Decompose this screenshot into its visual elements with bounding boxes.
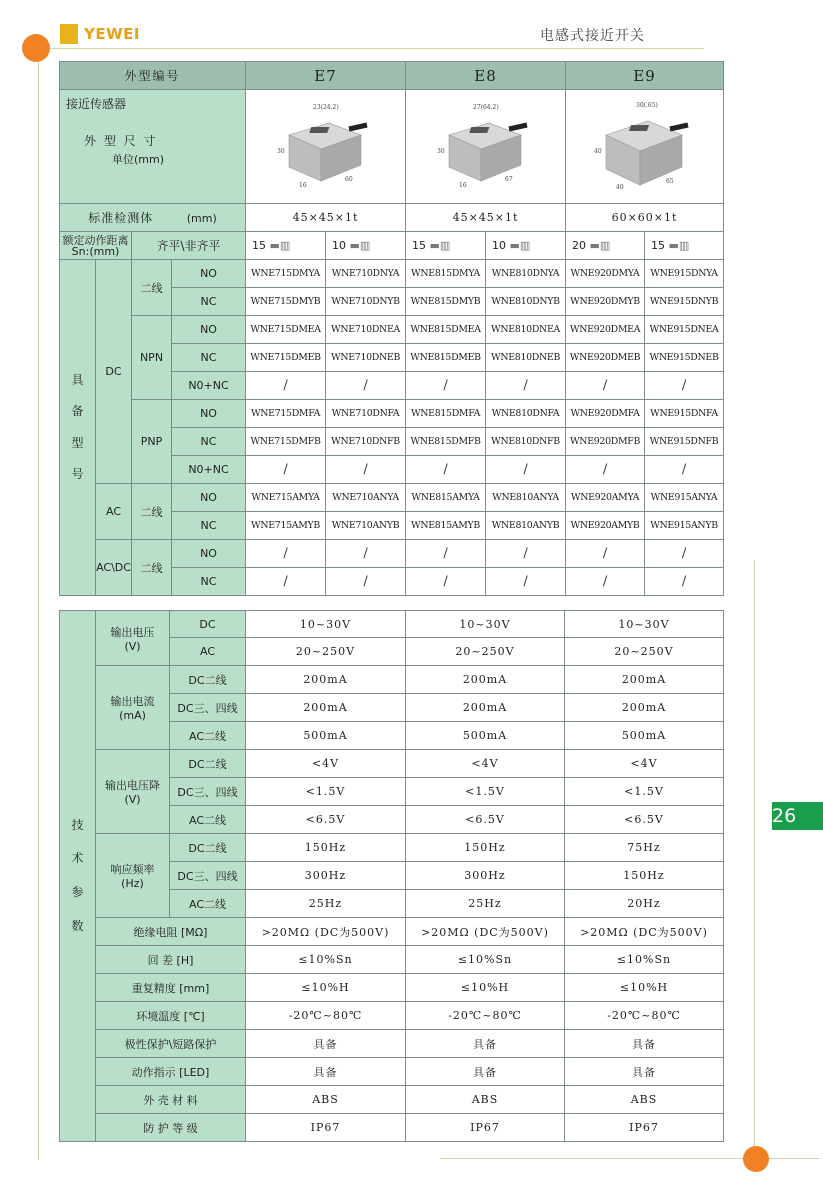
sensor-label-cell [60, 90, 246, 204]
dim-right: 67 [504, 175, 513, 183]
sn-unit: Sn:(mm) [71, 244, 120, 258]
target-label: 标准检测体 [88, 211, 154, 225]
model-cell: WNE815AMYA [406, 484, 486, 512]
output-voltage-label-cell [96, 611, 170, 666]
output-nc: NC [172, 344, 246, 372]
value-cell: 具备 [565, 1030, 724, 1058]
output-nc: NC [172, 568, 246, 596]
na-cell: / [486, 540, 566, 568]
sensor-drawing-icon [271, 95, 381, 195]
value-cell: 500mA [246, 722, 406, 750]
insulation-label: 绝缘电阻 [MΩ] [96, 918, 246, 946]
brand-logo: YEWEI [84, 25, 140, 43]
na-cell: / [645, 540, 724, 568]
right-margin-rule [754, 560, 755, 1160]
model-cell: WNE815DMYA [406, 260, 486, 288]
value-cell: >20MΩ (DC为500V) [565, 918, 724, 946]
group-ac: AC [96, 484, 132, 540]
na-cell: / [326, 456, 406, 484]
spec-table [59, 610, 724, 1142]
model-cell: WNE815DMYB [406, 288, 486, 316]
output-voltage-unit: (V) [124, 639, 141, 653]
na-cell: / [326, 568, 406, 596]
na-cell: / [645, 372, 724, 400]
value-cell: ≤10%Sn [406, 946, 565, 974]
value-cell: 200mA [246, 694, 406, 722]
output-nc: NC [172, 512, 246, 540]
value-cell: 10~30V [246, 611, 406, 638]
na-cell: / [406, 540, 486, 568]
value-cell: 具备 [246, 1058, 406, 1086]
target-label-cell [60, 204, 246, 232]
model-cell: WNE715AMYB [246, 512, 326, 540]
na-cell: / [246, 568, 326, 596]
model-cell: WNE815AMYB [406, 512, 486, 540]
sub-label: DC二线 [170, 834, 246, 862]
model-cell: WNE915DNEB [645, 344, 724, 372]
orange-dot-bottom [743, 1146, 769, 1172]
value-cell: 200mA [406, 694, 565, 722]
types-label: 具 备 型 号 [60, 260, 96, 596]
dimension-label: 外 型 尺 寸 [84, 134, 158, 148]
hysteresis-label: 回 差 [H] [96, 946, 246, 974]
model-cell: WNE810DNEA [486, 316, 566, 344]
sn-value: 10 ▬▥ [486, 232, 566, 260]
value-cell: -20℃~80℃ [246, 1002, 406, 1030]
sn-value: 10 ▬▥ [326, 232, 406, 260]
flush-label: 齐平\非齐平 [132, 232, 246, 260]
na-cell: / [246, 540, 326, 568]
na-cell: / [406, 456, 486, 484]
sub-label: DC二线 [170, 666, 246, 694]
model-e9: E9 [566, 62, 724, 90]
na-cell: / [566, 540, 645, 568]
model-cell: WNE810ANYA [486, 484, 566, 512]
dim-bottom: 40 [615, 183, 624, 191]
model-e8: E8 [406, 62, 566, 90]
value-cell: ≤10%H [246, 974, 406, 1002]
value-cell: <6.5V [246, 806, 406, 834]
target-unit: (mm) [186, 212, 217, 225]
frequency-label-cell [96, 834, 170, 918]
value-cell: 25Hz [246, 890, 406, 918]
model-e7: E7 [246, 62, 406, 90]
value-cell: <4V [246, 750, 406, 778]
output-current-label-cell [96, 666, 170, 750]
value-cell: <4V [406, 750, 565, 778]
page-number-tab: 26 [772, 802, 823, 830]
value-cell: 具备 [565, 1058, 724, 1086]
sn-label: 额定动作距离 [62, 233, 129, 247]
model-cell: WNE810DNYA [486, 260, 566, 288]
group-two-wire: 二线 [132, 540, 172, 596]
value-cell: 20~250V [246, 638, 406, 666]
header-rule [44, 48, 704, 49]
voltage-drop-unit: (V) [124, 793, 141, 806]
value-cell: <1.5V [565, 778, 724, 806]
ac-label: AC [170, 638, 246, 666]
dim-left: 30 [436, 147, 445, 155]
value-cell: 10~30V [565, 611, 724, 638]
value-cell: ≤10%H [406, 974, 565, 1002]
model-cell: WNE715DMYB [246, 288, 326, 316]
value-cell: 25Hz [406, 890, 565, 918]
value-cell: ABS [565, 1086, 724, 1114]
sn-value: 15 ▬▥ [246, 232, 326, 260]
output-nonc: N0+NC [172, 372, 246, 400]
tech-label: 技 术 参 数 [60, 611, 96, 1142]
housing-label: 外 壳 材 料 [96, 1086, 246, 1114]
value-cell: 10~30V [406, 611, 565, 638]
value-cell: 200mA [406, 666, 565, 694]
value-cell: 200mA [565, 694, 724, 722]
sensor-image-e8 [406, 90, 566, 204]
sn-value: 15 ▬▥ [645, 232, 724, 260]
model-cell: WNE915DNFA [645, 400, 724, 428]
model-cell: WNE715DMEB [246, 344, 326, 372]
group-npn: NPN [132, 316, 172, 400]
dim-left: 30 [276, 147, 285, 155]
na-cell: / [406, 372, 486, 400]
model-cell: WNE810ANYB [486, 512, 566, 540]
value-cell: ABS [406, 1086, 565, 1114]
output-no: NO [172, 484, 246, 512]
output-voltage-label: 输出电压 [110, 625, 155, 639]
na-cell: / [566, 456, 645, 484]
value-cell: 500mA [565, 722, 724, 750]
group-two-wire: 二线 [132, 260, 172, 316]
value-cell: >20MΩ (DC为500V) [246, 918, 406, 946]
value-cell: 150Hz [406, 834, 565, 862]
output-no: NO [172, 316, 246, 344]
model-cell: WNE915DNEA [645, 316, 724, 344]
dim-top: 30(.65) [635, 101, 658, 109]
dc-label: DC [170, 611, 246, 638]
model-cell: WNE810DNFA [486, 400, 566, 428]
value-cell: IP67 [246, 1114, 406, 1142]
output-nonc: N0+NC [172, 456, 246, 484]
na-cell: / [486, 456, 566, 484]
model-cell: WNE920AMYB [566, 512, 645, 540]
value-cell: 200mA [246, 666, 406, 694]
model-cell: WNE920AMYA [566, 484, 645, 512]
model-cell: WNE710ANYA [326, 484, 406, 512]
model-cell: WNE710ANYB [326, 512, 406, 540]
output-nc: NC [172, 428, 246, 456]
value-cell: 75Hz [565, 834, 724, 862]
sub-label: DC三、四线 [170, 862, 246, 890]
model-cell: WNE710DNFB [326, 428, 406, 456]
value-cell: 具备 [406, 1030, 565, 1058]
output-no: NO [172, 540, 246, 568]
frequency-unit: (Hz) [121, 877, 144, 890]
value-cell: 150Hz [246, 834, 406, 862]
value-cell: 具备 [246, 1030, 406, 1058]
output-current-unit: (mA) [119, 709, 146, 722]
sensor-image-e9 [566, 90, 724, 204]
orange-dot-top [22, 34, 50, 62]
model-table [59, 61, 724, 596]
value-cell: <1.5V [246, 778, 406, 806]
model-cell: WNE715DMFB [246, 428, 326, 456]
dimension-unit: 单位(mm) [112, 153, 165, 166]
model-cell: WNE810DNEB [486, 344, 566, 372]
model-cell: WNE715DMEA [246, 316, 326, 344]
model-cell: WNE915ANYB [645, 512, 724, 540]
model-cell: WNE710DNFA [326, 400, 406, 428]
model-cell: WNE815DMFB [406, 428, 486, 456]
voltage-drop-label-cell [96, 750, 170, 834]
voltage-drop-label: 输出电压降 [105, 779, 160, 792]
logo-mark [60, 24, 78, 44]
model-cell: WNE920DMYB [566, 288, 645, 316]
model-cell: WNE710DNEA [326, 316, 406, 344]
sub-label: DC三、四线 [170, 778, 246, 806]
sn-value: 20 ▬▥ [566, 232, 645, 260]
value-cell: ≤10%Sn [565, 946, 724, 974]
left-margin-rule [38, 60, 39, 1160]
value-cell: -20℃~80℃ [565, 1002, 724, 1030]
sn-label-cell [60, 232, 132, 260]
model-cell: WNE710DNYA [326, 260, 406, 288]
dim-bottom: 16 [458, 181, 467, 189]
dim-bottom: 16 [298, 181, 307, 189]
na-cell: / [566, 568, 645, 596]
model-cell: WNE810DNYB [486, 288, 566, 316]
na-cell: / [246, 456, 326, 484]
target-e9: 60×60×1t [566, 204, 724, 232]
group-two-wire: 二线 [132, 484, 172, 540]
dim-left: 40 [593, 147, 602, 155]
sub-label: AC二线 [170, 890, 246, 918]
na-cell: / [246, 372, 326, 400]
model-cell: WNE915ANYA [645, 484, 724, 512]
na-cell: / [645, 456, 724, 484]
value-cell: 300Hz [406, 862, 565, 890]
model-cell: WNE920DMFA [566, 400, 645, 428]
sub-label: DC三、四线 [170, 694, 246, 722]
value-cell: -20℃~80℃ [406, 1002, 565, 1030]
value-cell: 20Hz [565, 890, 724, 918]
model-cell: WNE915DNFB [645, 428, 724, 456]
output-no: NO [172, 400, 246, 428]
output-current-label: 输出电流 [110, 695, 155, 708]
na-cell: / [566, 372, 645, 400]
protection-label: 极性保护\短路保护 [96, 1030, 246, 1058]
target-e7: 45×45×1t [246, 204, 406, 232]
value-cell: 20~250V [565, 638, 724, 666]
dim-top: 27(64.2) [472, 103, 499, 111]
dim-right: 60 [344, 175, 353, 183]
sub-label: DC二线 [170, 750, 246, 778]
na-cell: / [645, 568, 724, 596]
model-code-label: 外型编号 [60, 62, 246, 90]
model-cell: WNE710DNYB [326, 288, 406, 316]
model-cell: WNE815DMEB [406, 344, 486, 372]
output-nc: NC [172, 288, 246, 316]
group-dc: DC [96, 260, 132, 484]
model-cell: WNE710DNEB [326, 344, 406, 372]
value-cell: ≤10%Sn [246, 946, 406, 974]
sensor-drawing-icon [431, 95, 541, 195]
value-cell: ABS [246, 1086, 406, 1114]
na-cell: / [486, 568, 566, 596]
model-cell: WNE815DMEA [406, 316, 486, 344]
sub-label: AC二线 [170, 806, 246, 834]
dim-right: 65 [665, 177, 674, 185]
value-cell: 20~250V [406, 638, 565, 666]
target-e8: 45×45×1t [406, 204, 566, 232]
temperature-label: 环境温度 [℃] [96, 1002, 246, 1030]
na-cell: / [326, 372, 406, 400]
na-cell: / [326, 540, 406, 568]
group-pnp: PNP [132, 400, 172, 484]
value-cell: <6.5V [565, 806, 724, 834]
value-cell: <6.5V [406, 806, 565, 834]
output-no: NO [172, 260, 246, 288]
group-acdc: AC\DC [96, 540, 132, 596]
model-cell: WNE715AMYA [246, 484, 326, 512]
value-cell: IP67 [406, 1114, 565, 1142]
value-cell: <1.5V [406, 778, 565, 806]
sn-value: 15 ▬▥ [406, 232, 486, 260]
dim-top: 23(24.2) [312, 103, 339, 111]
value-cell: ≤10%H [565, 974, 724, 1002]
value-cell: 150Hz [565, 862, 724, 890]
model-cell: WNE920DMEB [566, 344, 645, 372]
value-cell: <4V [565, 750, 724, 778]
model-cell: WNE815DMFA [406, 400, 486, 428]
model-cell: WNE915DNYA [645, 260, 724, 288]
led-label: 动作指示 [LED] [96, 1058, 246, 1086]
model-cell: WNE915DNYB [645, 288, 724, 316]
value-cell: 具备 [406, 1058, 565, 1086]
repeatability-label: 重复精度 [mm] [96, 974, 246, 1002]
value-cell: 200mA [565, 666, 724, 694]
value-cell: 500mA [406, 722, 565, 750]
ip-label: 防 护 等 级 [96, 1114, 246, 1142]
value-cell: IP67 [565, 1114, 724, 1142]
sub-label: AC二线 [170, 722, 246, 750]
model-cell: WNE920DMYA [566, 260, 645, 288]
model-cell: WNE810DNFB [486, 428, 566, 456]
sensor-label: 接近传感器 [66, 97, 127, 111]
sensor-drawing-icon [590, 95, 700, 195]
na-cell: / [406, 568, 486, 596]
value-cell: >20MΩ (DC为500V) [406, 918, 565, 946]
frequency-label: 响应频率 [110, 863, 155, 876]
sensor-image-e7 [246, 90, 406, 204]
model-cell: WNE715DMYA [246, 260, 326, 288]
model-cell: WNE715DMFA [246, 400, 326, 428]
page-title: 电感式接近开关 [540, 28, 645, 44]
na-cell: / [486, 372, 566, 400]
model-cell: WNE920DMEA [566, 316, 645, 344]
value-cell: 300Hz [246, 862, 406, 890]
model-cell: WNE920DMFB [566, 428, 645, 456]
